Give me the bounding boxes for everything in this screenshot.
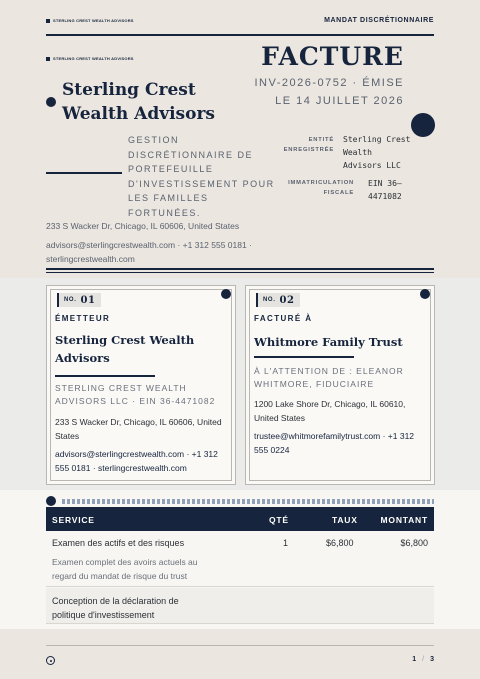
party-contact: advisors@sterlingcrestwealth.com · +1 312 555 0181 · sterlingcrestwealth.com — [55, 449, 218, 473]
document-type: MANDAT DISCRÉTIONNAIRE — [324, 17, 434, 24]
card-number-label: NO. — [64, 297, 77, 303]
table-row — [46, 588, 434, 624]
brand-mini-text: STERLING CREST WEALTH ADVISORS — [53, 18, 134, 23]
invoice-meta: INV-2026-0752 · ÉMISE LE 14 JUILLET 2026 — [254, 77, 404, 107]
table-header — [46, 507, 434, 531]
card-dot-icon — [221, 289, 231, 299]
card-number: 01 — [80, 294, 96, 306]
party-name: Whitmore Family Trust — [254, 335, 403, 349]
row-amount: $6,800 — [400, 538, 428, 548]
header-rule — [46, 268, 434, 270]
page-footer — [46, 645, 434, 679]
card-number-badge — [57, 293, 101, 307]
section-dot-icon — [46, 496, 56, 506]
target-icon — [46, 656, 55, 665]
total-pages: 3 — [430, 656, 434, 663]
party-subtitle: À L'ATTENTION DE : ELEANOR WHITMORE, FIDUCIAIRE — [254, 366, 404, 389]
seal-dot-icon — [411, 113, 435, 137]
tax-id-label: IMMATRICULATION FISCALE — [288, 180, 354, 196]
card-number: 02 — [279, 294, 295, 306]
party-name-rule — [55, 375, 155, 377]
col-qty: QTÉ — [269, 515, 289, 525]
party-subtitle: STERLING CREST WEALTH ADVISORS LLC · EIN 36-4471082 — [55, 383, 216, 406]
row-detail: Examen complet des avoirs actuels au regard du mandat de risque du trust — [52, 557, 198, 581]
bullet-dot-icon — [46, 97, 56, 107]
party-address: 233 S Wacker Dr, Chicago, IL 60606, United States — [55, 417, 222, 441]
col-amount: MONTANT — [380, 515, 428, 525]
table-row — [46, 531, 434, 587]
top-bar — [46, 14, 434, 36]
row-service: Conception de la déclaration de politique d'investissement — [52, 596, 179, 620]
party-name: Sterling Crest Wealth Advisors — [55, 333, 195, 365]
page-indicator — [412, 656, 434, 663]
page-separator: / — [422, 656, 425, 663]
company-tagline: GESTION DISCRÉTIONNAIRE DE PORTEFEUILLE D'INVESTISSEMENT POUR LES FAMILLES FORTUNÉES. — [128, 135, 275, 218]
current-page: 1 — [412, 656, 417, 663]
company-contact: advisors@sterlingcrestwealth.com · +1 312 555 0181 · sterlingcrestwealth.com — [46, 240, 252, 264]
tagline-rule — [46, 172, 122, 174]
recipient-card — [245, 285, 435, 485]
party-address: 1200 Lake Shore Dr, Chicago, IL 60610, United States — [254, 399, 406, 423]
decorative-tick-rule — [62, 499, 434, 504]
brand-small-text: STERLING CREST WEALTH ADVISORS — [53, 56, 134, 61]
registered-entity-label: ENTITÉ ENREGISTRÉE — [283, 137, 334, 153]
brand-square-icon — [46, 57, 50, 61]
party-name-rule — [254, 356, 354, 358]
tax-id-value: EIN 36–4471082 — [368, 179, 402, 201]
party-contact: trustee@whitmorefamilytrust.com · +1 312 555 0224 — [254, 431, 415, 455]
brand-mini — [46, 18, 134, 23]
brand-square-icon — [46, 19, 50, 23]
row-rate: $6,800 — [326, 538, 354, 548]
header-rule-thin — [46, 272, 434, 273]
company-address: 233 S Wacker Dr, Chicago, IL 60606, United States — [46, 221, 240, 231]
card-role: ÉMETTEUR — [55, 314, 111, 323]
company-name: Sterling Crest Wealth Advisors — [62, 80, 215, 124]
card-number-badge — [256, 293, 300, 307]
sender-card — [46, 285, 236, 485]
row-service: Examen des actifs et des risques — [52, 538, 185, 548]
row-qty: 1 — [283, 538, 289, 548]
invoice-title: FACTURE — [261, 42, 404, 71]
card-role: FACTURÉ À — [254, 314, 313, 323]
registered-entity-value: Sterling Crest Wealth Advisors LLC — [343, 135, 411, 170]
card-dot-icon — [420, 289, 430, 299]
card-number-label: NO. — [263, 297, 276, 303]
col-rate: TAUX — [332, 515, 358, 525]
col-service: SERVICE — [52, 515, 95, 525]
brand-small — [46, 56, 134, 61]
